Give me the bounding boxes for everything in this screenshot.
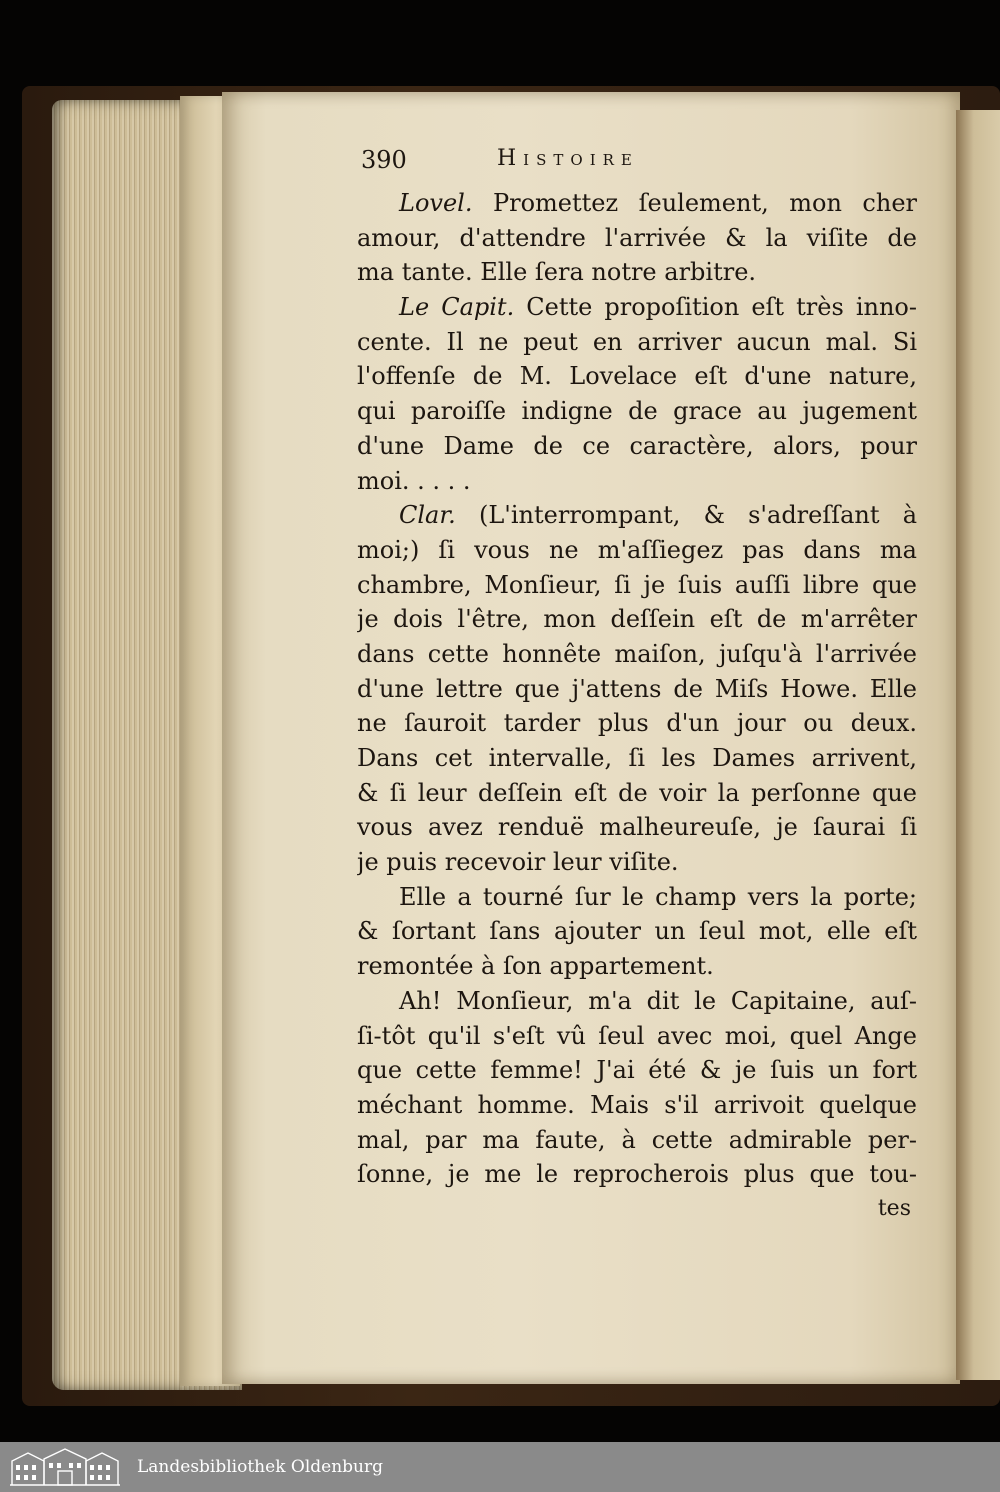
text-line (357, 359, 917, 394)
line-text: ſonne, je me le reprocherois plus que tou- (357, 1160, 917, 1189)
text-line (357, 845, 917, 880)
text-line (357, 1088, 917, 1123)
text-line (357, 1157, 917, 1192)
line-text: Dans cet intervalle, ſi les Dames arrivent, (357, 744, 917, 772)
line-text: Promettez ſeulement, mon cher (472, 189, 917, 217)
text-lines (357, 186, 917, 1192)
line-text: qui paroiſſe indigne de grace au jugement (357, 397, 917, 426)
page-number: 390 (361, 146, 407, 174)
page-text-block (357, 140, 917, 1226)
line-text: d'une Dame de ce caractère, alors, pour (357, 431, 917, 460)
line-text: dans cette honnête maiſon, juſqu'à l'arrivée (357, 639, 917, 668)
library-name: Landesbibliothek Oldenburg (137, 1457, 384, 1477)
text-line (357, 429, 917, 464)
line-text: ma tante. Elle ſera notre arbitre. (357, 258, 757, 287)
speaker-name: Le Capit. (399, 293, 515, 322)
text-line (357, 568, 917, 603)
catchword: tes (877, 1195, 911, 1221)
text-line (357, 810, 917, 845)
line-text: je dois l'être, mon deſſein eſt de m'arrêter (357, 605, 917, 634)
facing-page-edge (956, 110, 1000, 1380)
text-line (357, 914, 917, 949)
page-header (357, 140, 917, 186)
line-text: que cette femme! J'ai été & je ſuis un fort (357, 1056, 917, 1085)
line-text: d'une lettre que j'attens de Miſs Howe. Elle (357, 674, 917, 703)
text-line (357, 498, 917, 533)
line-text: (L'interrompant, & s'adreſſant à (455, 501, 917, 530)
text-line (357, 949, 917, 984)
text-line (357, 706, 917, 741)
line-text: je puis recevoir leur viſite. (357, 848, 679, 877)
text-line (357, 290, 917, 325)
speaker-name: Clar. (399, 501, 456, 530)
text-line (357, 221, 917, 256)
line-text: Ah! Monſieur, m'a dit le Capitaine, auſ- (399, 986, 917, 1015)
line-text: cente. Il ne peut en arriver aucun mal. Si (357, 327, 917, 356)
text-line (357, 255, 917, 290)
line-text: mal, par ma faute, à cette admirable per- (357, 1125, 917, 1154)
speaker-name: Lovel. (399, 189, 473, 217)
line-text: remontée à ſon appartement. (357, 952, 714, 981)
line-text: méchant homme. Mais s'il arrivoit quelque (357, 1090, 917, 1119)
text-line (357, 672, 917, 707)
text-line (357, 394, 917, 429)
text-line (357, 325, 917, 360)
line-text: chambre, Monſieur, ſi je ſuis auſſi libre que (357, 570, 917, 599)
text-line (357, 984, 917, 1019)
line-text: Cette propoſition eſt très inno- (514, 293, 917, 322)
line-text: ſi-tôt qu'il s'eſt vû ſeul avec moi, quel Ange (357, 1021, 917, 1050)
text-line (357, 186, 917, 221)
line-text: vous avez renduë malheureuſe, je ſaurai ſi (357, 813, 917, 842)
text-line (357, 637, 917, 672)
line-text: ne ſauroit tarder plus d'un jour ou deux. (357, 709, 917, 738)
line-text: & ſortant ſans ajouter un ſeul mot, elle eſt (357, 917, 917, 946)
line-text: Elle a tourné ſur le champ vers la porte; (399, 882, 917, 911)
text-line (357, 1123, 917, 1158)
text-line (357, 1019, 917, 1054)
text-line (357, 464, 917, 499)
line-text: amour, d'attendre l'arrivée & la viſite de (357, 223, 917, 252)
library-footer-banner (0, 1442, 1000, 1492)
text-line (357, 533, 917, 568)
text-line (357, 880, 917, 915)
text-line (357, 602, 917, 637)
library-building-icon (8, 1447, 123, 1487)
running-title: Histoire (497, 146, 639, 171)
line-text: & ſi leur deſſein eſt de voir la perſonne que (357, 778, 917, 807)
text-line (357, 776, 917, 811)
line-text: l'offenſe de M. Lovelace eſt d'une nature, (357, 362, 917, 391)
text-line (357, 1053, 917, 1088)
text-line (357, 741, 917, 776)
line-text: moi;) ſi vous ne m'aſſiegez pas dans ma (357, 535, 917, 564)
line-text: moi. . . . . (357, 466, 471, 495)
